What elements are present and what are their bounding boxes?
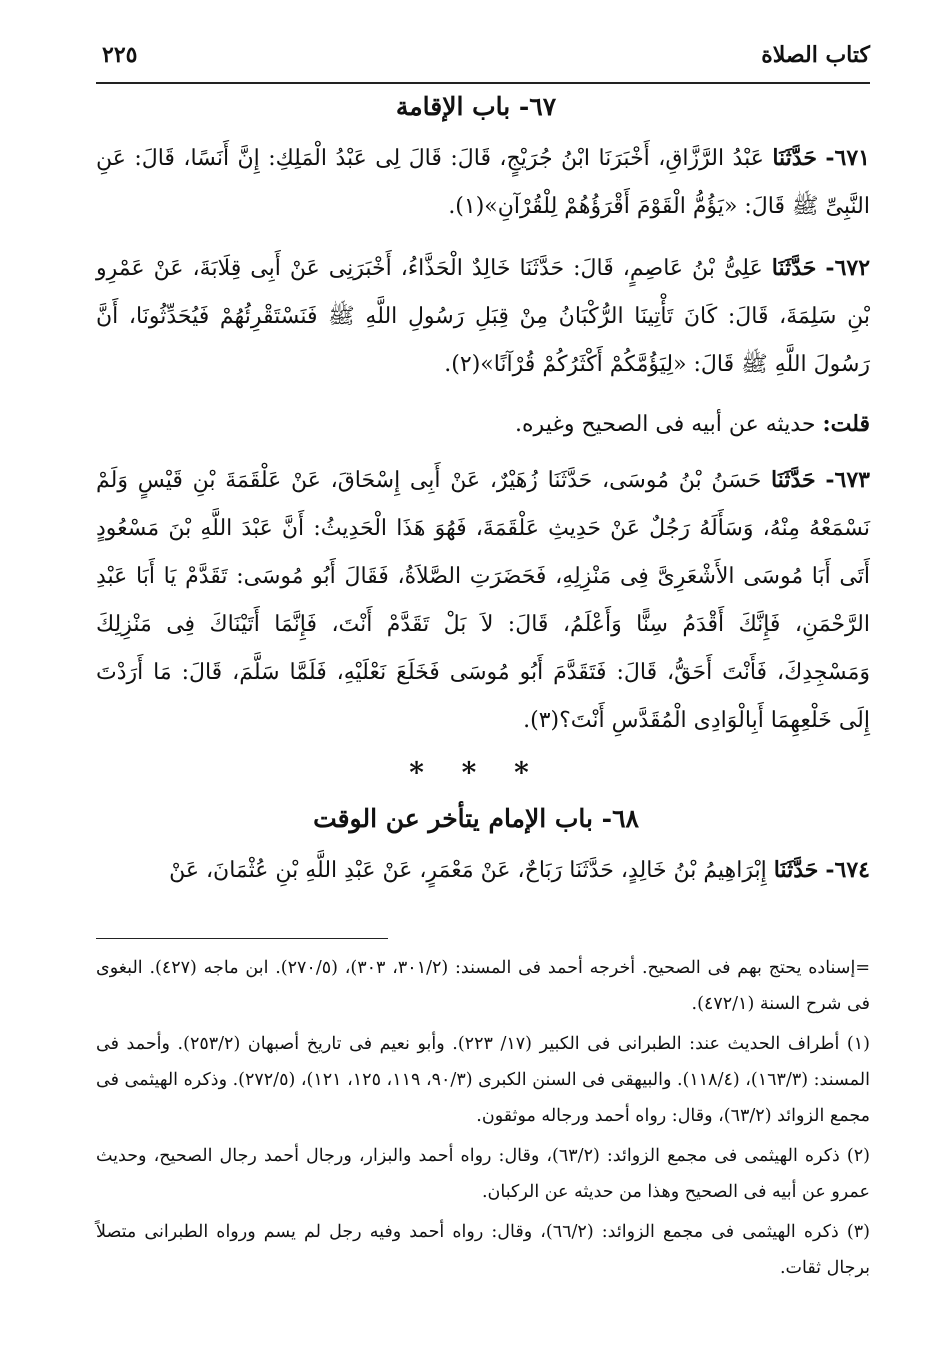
footnote-divider bbox=[96, 938, 388, 939]
hadith-lead: حَدَّثَنَا bbox=[771, 255, 817, 281]
hadith-text: عَلِىُّ بْنُ عَاصِمٍ، قَالَ: حَدَّثَنَا خَالِدٌ الْحَذَّاءُ، أَخْبَرَنِى عَنْ أَبِى قِلَابَةَ، عَنْ عَمْرِو بْنِ سَلِمَةَ، قَالَ: كَانَ تَأْتِينَا الرُّكْبَانُ مِنْ قِبَلِ رَسُولِ اللَّهِ ﷺ فَنَسْتَقْرِئُهُمْ فَيُحَدِّثُونَا، أَنَّ رَسُولَ اللَّهِ ﷺ قَالَ: «لِيَؤُمَّكُمْ أَكْثَرُكُمْ قُرْآنًا»(٢). bbox=[96, 256, 870, 377]
note-lead: قلت: bbox=[822, 411, 870, 437]
section-separator: * * * bbox=[409, 756, 543, 789]
hadith-lead: حَدَّثَنَا bbox=[773, 857, 819, 883]
hadith-number: ٦٧١- bbox=[825, 145, 870, 171]
note-text: حديثه عن أبيه فى الصحيح وغيره. bbox=[515, 412, 816, 437]
hadith-671 bbox=[96, 134, 870, 231]
chapter-68-title: ٦٨- باب الإمام يتأخر عن الوقت bbox=[313, 804, 639, 833]
hadith-lead: حَدَّثَنَا bbox=[771, 467, 816, 493]
header-book-title: كتاب الصلاة bbox=[761, 42, 870, 68]
hadith-text: عَبْدُ الرَّزَّاقِ، أَخْبَرَنَا ابْنُ جُرَيْجٍ، قَالَ: قَالَ لِى عَبْدُ الْمَلِكِ: إِنَّ أَنَسًا، قَالَ: عَنِ النَّبِىِّ ﷺ قَالَ: «يَؤُمُّ الْقَوْمَ أَقْرَؤُهُمْ لِلْقُرْآنِ»(١). bbox=[96, 146, 870, 219]
hadith-number: ٦٧٣- bbox=[825, 467, 870, 493]
footnote-3: (٣) ذكره الهيثمى فى مجمع الزوائد: (٦٦/٢)، وقال: رواه أحمد وفيه رجل لم يسم ورواه الطبرانى متصلاً برجال ثقات. bbox=[96, 1222, 870, 1278]
page-number: ٢٢٥ bbox=[102, 42, 138, 68]
hadith-text: حَسَنُ بْنُ مُوسَى، حَدَّثَنَا زُهَيْرٌ، عَنْ أَبِى إِسْحَاقَ، عَنْ عَلْقَمَةَ بْنِ قَيْسٍ وَلَمْ نَسْمَعْهُ مِنْهُ، وَسَأَلَهُ رَجُلٌ عَنْ حَدِيثِ عَلْقَمَةَ، فَهُوَ هَذَا الْحَدِيثُ: أَنَّ عَبْدَ اللَّهِ بْنَ مَسْعُودٍ أَتَى أَبَا مُوسَى الأَشْعَرِىَّ فِى مَنْزِلِهِ، فَحَضَرَتِ الصَّلاَةُ، فَقَالَ أَبُو مُوسَى: تَقَدَّمْ يَا أَبَا عَبْدِ الرَّحْمَنِ، فَإِنَّكَ أَقْدَمُ سِنًّا وَأَعْلَمُ، قَالَ: لاَ بَلْ تَقَدَّمْ أَنْتَ، فَإِنَّمَا أَتَيْنَاكَ فِى مَنْزِلِكَ وَمَسْجِدِكَ، فَأَنْتَ أَحَقُّ، قَالَ: فَتَقَدَّمَ أَبُو مُوسَى فَخَلَعَ نَعْلَيْهِ، فَلَمَّا سَلَّمَ، قَالَ: مَا أَرَدْتَ إِلَى خَلْعِهِمَا أَبِالْوَادِى الْمُقَدَّسِ أَنْتَ؟(٣). bbox=[96, 468, 870, 733]
footnote-1: (١) أطراف الحديث عند: الطبرانى فى الكبير (١٧/ ٢٢٣). وأبو نعيم فى تاريخ أصبهان (٢٥٣/٢). وأحمد فى المسند: (١٦٣/٣)، (١١٨/٤). والبيهقى فى السنن الكبرى (٩٠/٣، ١١٩، ١٢٥، ١٢١)، (٢٧٢/٥). وذكره الهيثمى فى مجمع الزوائد (٦٣/٢)، وقال: رواه أحمد ورجاله موثقون. bbox=[96, 1034, 870, 1126]
hadith-number: ٦٧٤- bbox=[825, 857, 870, 883]
footnote-2: (٢) ذكره الهيثمى فى مجمع الزوائد: (٦٣/٢)، وقال: رواه أحمد والبزار، ورجال أحمد رجال الصحيح، وحديث عمرو عن أبيه فى الصحيح وهذا من حديثه عن الركبان. bbox=[96, 1146, 870, 1202]
hadith-674 bbox=[96, 846, 870, 895]
hadith-672 bbox=[96, 244, 870, 389]
editor-note bbox=[96, 400, 870, 449]
hadith-lead: حَدَّثَنَا bbox=[772, 145, 817, 171]
running-header bbox=[96, 38, 870, 78]
hadith-text: إِبْرَاهِيمُ بْنُ خَالِدٍ، حَدَّثَنَا رَبَاحٌ، عَنْ مَعْمَرٍ، عَنْ عَبْدِ اللَّهِ بْنِ عُثْمَانَ، عَنْ bbox=[169, 858, 767, 883]
footnote-continuation: =إسناده يحتج بهم فى الصحيح. أخرجه أحمد فى المسند: (٣٠١/٢، ٣٠٣)، (٢٧٠/٥). ابن ماجه (٤٢٧). البغوى فى شرح السنة (٤٧٢/١). bbox=[96, 958, 870, 1014]
hadith-673 bbox=[96, 456, 870, 745]
header-divider bbox=[96, 82, 870, 84]
hadith-number: ٦٧٢- bbox=[825, 255, 871, 281]
footnotes bbox=[96, 950, 870, 1290]
chapter-67-title: ٦٧- باب الإقامة bbox=[395, 92, 557, 121]
